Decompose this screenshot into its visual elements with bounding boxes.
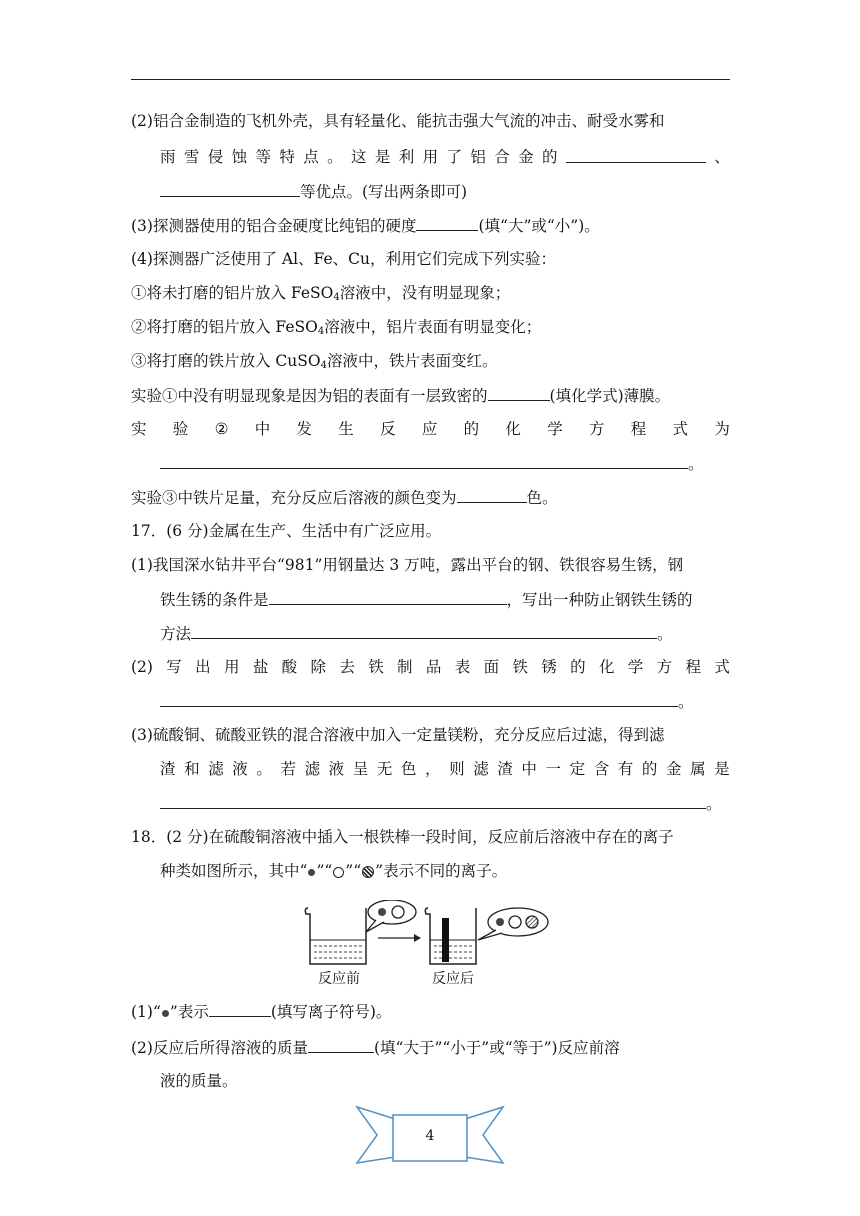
q16-exp2-answer-line: 。 xyxy=(160,453,730,474)
ion-dot-icon xyxy=(162,1010,169,1017)
q18-part2-line2: 液的质量。 xyxy=(160,1072,238,1090)
q18-part1: (1)“ ”表示 (填写离子符号)。 xyxy=(131,1003,392,1021)
ion-ring-icon xyxy=(333,867,344,878)
q17-part2-answer-line: 。 xyxy=(160,691,730,712)
q16-exp2-question: 实 验 ② 中 发 生 反 应 的 化 学 方 程 式 为 xyxy=(131,420,730,438)
q17-part3-answer-line: 。 xyxy=(160,793,730,814)
q16-part2-line2: 雨 雪 侵 蚀 等 特 点 。 这 是 利 用 了 铝 合 金 的 、 xyxy=(160,148,730,166)
q17-part1-line3: 方法 。 xyxy=(160,625,673,643)
answer-blank[interactable] xyxy=(488,385,550,401)
q17-part1-line2: 铁生锈的条件是 ，写出一种防止钢铁生锈的 xyxy=(160,591,693,609)
caption-after: 反应后 xyxy=(432,971,474,987)
arrow xyxy=(378,934,421,942)
q16-part2-line1: (2)铝合金制造的飞机外壳，具有轻量化、能抗击强大气流的冲击、耐受水雾和 xyxy=(131,112,665,130)
bubble-before xyxy=(366,900,416,932)
q16-part2-line3: 等优点。(写出两条即可) xyxy=(160,181,730,202)
page-number: 4 xyxy=(425,1128,435,1144)
q16-exp1-question: 实验①中没有明显现象是因为铝的表面有一层致密的 (填化学式)薄膜。 xyxy=(131,387,671,405)
answer-blank[interactable] xyxy=(160,453,688,469)
answer-blank[interactable] xyxy=(160,691,678,707)
q17-title: 17．(6 分)金属在生产、生活中有广泛应用。 xyxy=(131,522,442,540)
answer-blank[interactable] xyxy=(416,215,478,231)
q17-part1-line1: (1)我国深水钻井平台“981”用钢量达 3 万吨，露出平台的钢、铁很容易生锈，钢 xyxy=(131,556,684,574)
answer-blank[interactable] xyxy=(209,1001,271,1017)
answer-blank[interactable] xyxy=(308,1037,374,1053)
experiment-3: ③将打磨的铁片放入 CuSO$_4$溶液中，铁片表面变红。 xyxy=(131,352,498,371)
q16-exp3-question: 实验③中铁片足量，充分反应后溶液的颜色变为 色。 xyxy=(131,489,558,507)
q16-part3: (3)探测器使用的铝合金硬度比纯铝的硬度 (填“大”或“小”)。 xyxy=(131,217,600,235)
q17-part2: (2) 写 出 用 盐 酸 除 去 铁 制 品 表 面 铁 锈 的 化 学 方 程 式 xyxy=(131,658,730,676)
ion-dot-icon xyxy=(308,869,315,876)
ion-hatched-icon xyxy=(362,866,374,878)
bubble-after xyxy=(478,908,548,940)
iron-rod xyxy=(442,918,449,962)
answer-blank[interactable] xyxy=(160,793,706,809)
q18-line2: 种类如图所示，其中“ ”“ ”“ ”表示不同的离子。 xyxy=(160,862,508,880)
q17-part3-line1: (3)硫酸铜、硫酸亚铁的混合溶液中加入一定量镁粉，充分反应后过滤，得到滤 xyxy=(131,726,665,744)
header-rule xyxy=(131,79,730,80)
q18-part2-line1: (2)反应后所得溶液的质量 (填“大于”“小于”或“等于”)反应前溶 xyxy=(131,1039,620,1057)
experiment-1: ①将未打磨的铝片放入 FeSO$_4$溶液中，没有明显现象； xyxy=(131,284,511,303)
answer-blank[interactable] xyxy=(191,623,657,639)
answer-blank[interactable] xyxy=(160,181,300,197)
q17-part3-line2: 渣 和 滤 液 。 若 滤 液 呈 无 色 ， 则 滤 渣 中 一 定 含 有 的 金 属 是 xyxy=(160,760,730,778)
answer-blank[interactable] xyxy=(269,589,507,605)
beaker-before xyxy=(305,908,366,964)
q18-title: 18．(2 分)在硫酸铜溶液中插入一根铁棒一段时间，反应前后溶液中存在的离子 xyxy=(131,828,674,846)
answer-blank[interactable] xyxy=(566,147,706,163)
answer-blank[interactable] xyxy=(457,487,527,503)
q16-part4: (4)探测器广泛使用了 Al、Fe、Cu，利用它们完成下列实验： xyxy=(131,250,556,268)
beaker-after xyxy=(425,908,476,964)
caption-before: 反应前 xyxy=(318,971,360,987)
experiment-2: ②将打磨的铝片放入 FeSO$_4$溶液中，铝片表面有明显变化； xyxy=(131,318,542,337)
